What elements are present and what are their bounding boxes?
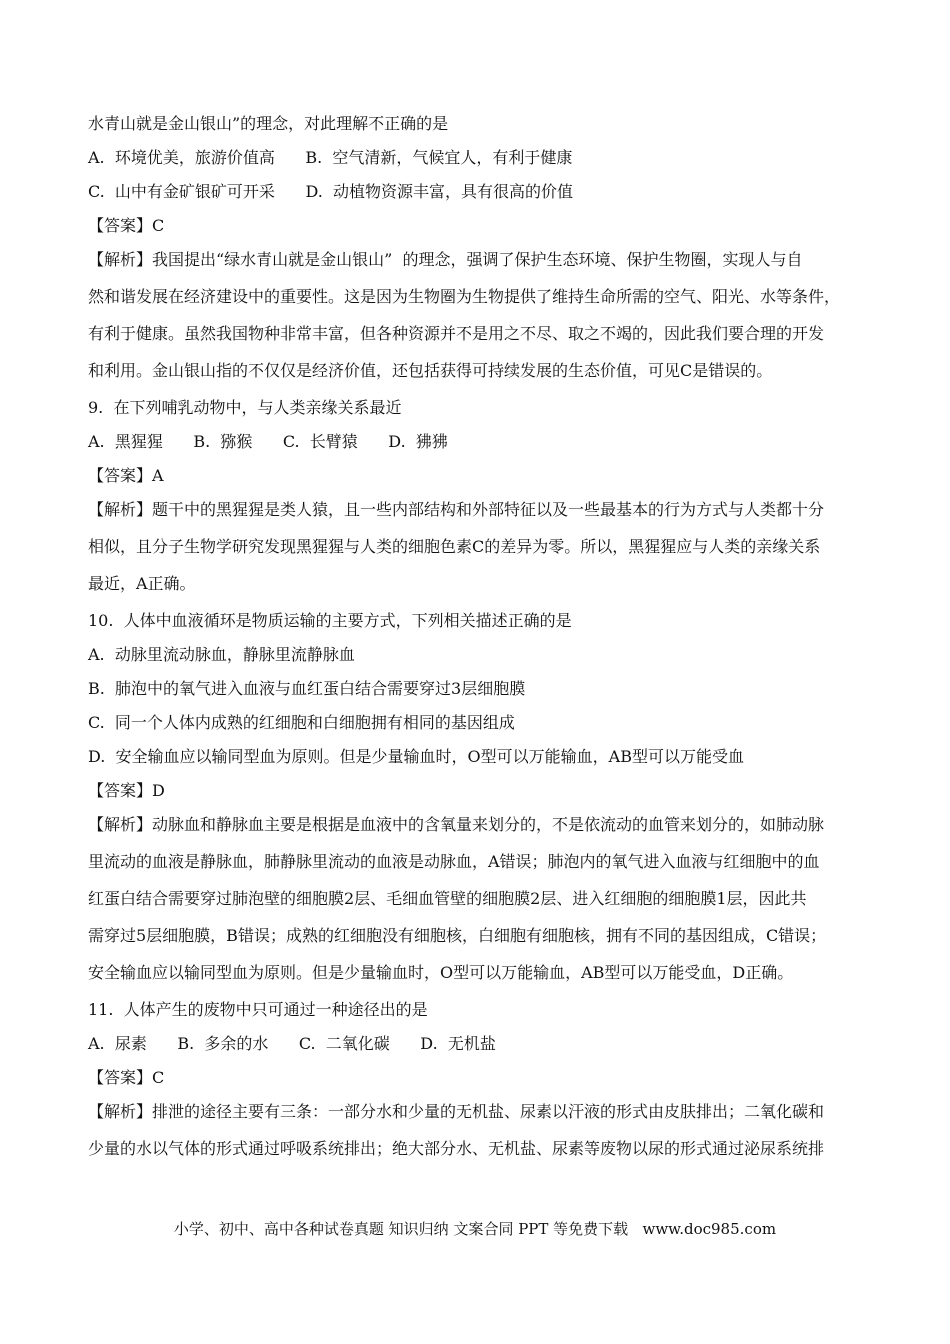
explanation-line: 有利于健康。虽然我国物种非常丰富，但各种资源并不是用之不尽、取之不竭的，因此我们要合理的开发 <box>88 324 825 343</box>
explanation-line: 和利用。金山银山指的不仅仅是经济价值，还包括获得可持续发展的生态价值，可见C是错误的。 <box>88 361 773 380</box>
explanation-line: 相似，且分子生物学研究发现黑猩猩与人类的细胞色素C的差异为零。所以，黑猩猩应与人类的亲缘关系 <box>88 537 821 556</box>
explanation-line: 然和谐发展在经济建设中的重要性。这是因为生物圈为生物提供了维持生命所需的空气、阳光、水等条件， <box>88 287 841 306</box>
q8-options-ab: A. 环境优美，旅游价值高 B. 空气清新，气候宜人，有利于健康 <box>88 148 573 167</box>
q8-stem-continuation: 水青山就是金山银山”的理念，对此理解不正确的是 <box>88 114 449 133</box>
q10-option-a: A. 动脉里流动脉血，静脉里流静脉血 <box>88 645 355 664</box>
explanation-line: 【解析】排泄的途径主要有三条：一部分水和少量的无机盐、尿素以汗液的形式由皮肤排出；二氧化碳和 <box>88 1102 825 1121</box>
q9-stem: 9. 在下列哺乳动物中，与人类亲缘关系最近 <box>88 398 402 417</box>
q10-answer: 【答案】D <box>88 781 165 800</box>
q11-stem: 11. 人体产生的废物中只可通过一种途径出的是 <box>88 1000 428 1019</box>
explanation-line: 【解析】题干中的黑猩猩是类人猿，且一些内部结构和外部特征以及一些最基本的行为方式与人类都十分 <box>88 500 825 519</box>
q10-explanation <box>88 813 864 985</box>
page-footer: 小学、初中、高中各种试卷真题 知识归纳 文案合同 PPT 等免费下载 www.doc985.com <box>173 1220 777 1238</box>
q10-option-c: C. 同一个人体内成熟的红细胞和白细胞拥有相同的基因组成 <box>88 713 515 732</box>
explanation-line: 最近，A正确。 <box>88 574 196 593</box>
q11-explanation <box>88 1100 864 1161</box>
q10-option-b: B. 肺泡中的氧气进入血液与血红蛋白结合需要穿过3层细胞膜 <box>88 679 526 698</box>
q8-options-cd: C. 山中有金矿银矿可开采 D. 动植物资源丰富，具有很高的价值 <box>88 182 573 201</box>
q9-options: A. 黑猩猩 B. 猕猴 C. 长臂猿 D. 狒狒 <box>88 432 448 451</box>
q11-answer: 【答案】C <box>88 1068 165 1087</box>
q11-options: A. 尿素 B. 多余的水 C. 二氧化碳 D. 无机盐 <box>88 1034 496 1053</box>
q9-explanation <box>88 498 864 596</box>
explanation-line: 安全输血应以输同型血为原则。但是少量输血时，O型可以万能输血，AB型可以万能受血，D正确。 <box>88 963 794 982</box>
q8-explanation <box>88 248 864 383</box>
explanation-line: 【解析】我国提出“绿水青山就是金山银山” 的理念，强调了保护生态环境、保护生物圈，实现人与自 <box>88 250 803 269</box>
explanation-line: 需穿过5层细胞膜，B错误；成熟的红细胞没有细胞核，白细胞有细胞核，拥有不同的基因组成，C错误； <box>88 926 827 945</box>
explanation-line: 红蛋白结合需要穿过肺泡壁的细胞膜2层、毛细血管壁的细胞膜2层、进入红细胞的细胞膜1层，因此共 <box>88 889 807 908</box>
q10-stem: 10. 人体中血液循环是物质运输的主要方式，下列相关描述正确的是 <box>88 611 572 630</box>
explanation-line: 里流动的血液是静脉血，肺静脉里流动的血液是动脉血，A错误；肺泡内的氧气进入血液与红细胞中的血 <box>88 852 820 871</box>
q8-answer: 【答案】C <box>88 216 165 235</box>
q10-option-d: D. 安全输血应以输同型血为原则。但是少量输血时，O型可以万能输血，AB型可以万能受血 <box>88 747 744 766</box>
explanation-line: 【解析】动脉血和静脉血主要是根据是血液中的含氧量来划分的，不是依流动的血管来划分的，如肺动脉 <box>88 815 825 834</box>
explanation-line: 少量的水以气体的形式通过呼吸系统排出；绝大部分水、无机盐、尿素等废物以尿的形式通过泌尿系统排 <box>88 1139 825 1158</box>
document-body <box>88 112 864 1174</box>
q9-answer: 【答案】A <box>88 466 164 485</box>
